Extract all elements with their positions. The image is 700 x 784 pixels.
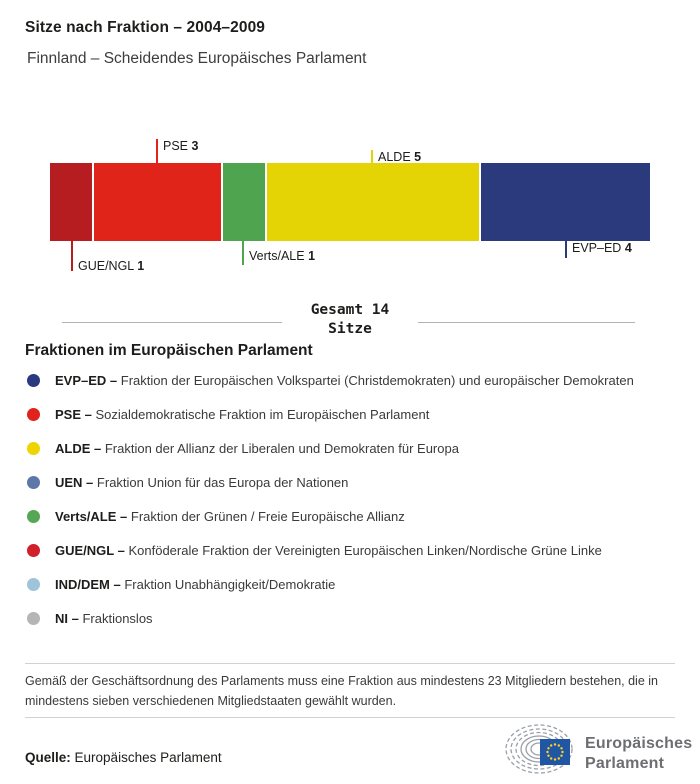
- legend-label: PSE –: [55, 406, 92, 422]
- logo-text-line2: Parlament: [585, 755, 665, 772]
- evp-ed-color-dot-icon: [27, 374, 40, 387]
- gue-ngl-name: GUE/NGL: [78, 259, 134, 273]
- legend-label: EVP–ED –: [55, 372, 118, 388]
- total-divider-right: [418, 322, 635, 323]
- seat-bar: [50, 163, 650, 241]
- source-line: [25, 750, 222, 765]
- legend-label: NI –: [55, 610, 79, 626]
- legend-desc: Fraktionslos: [82, 610, 153, 626]
- legend-desc: Fraktion Union für das Europa der Nationen: [96, 474, 349, 490]
- pse-seats: 3: [191, 139, 199, 153]
- evp-ed-name: EVP–ED: [572, 241, 622, 255]
- verts-ale-name: Verts/ALE: [249, 249, 305, 263]
- alde-color-dot-icon: [27, 442, 40, 455]
- footnote-divider-top: [25, 663, 675, 664]
- legend-label: IND/DEM –: [55, 576, 121, 592]
- uen-color-dot-icon: [27, 476, 40, 489]
- pse-name: PSE: [163, 139, 189, 153]
- ni-color-dot-icon: [27, 612, 40, 625]
- legend-desc: Konföderale Fraktion der Vereinigten Europäischen Linken/Nordische Grüne Linke: [128, 542, 602, 558]
- legend-label: GUE/NGL –: [55, 542, 125, 558]
- legend-item-gue-ngl: [25, 543, 685, 557]
- legend-item-ni: [25, 611, 685, 625]
- european-parliament-hemicycle-icon: [502, 722, 582, 780]
- pse-color-dot-icon: [27, 408, 40, 421]
- alde-tick-line: [371, 150, 373, 164]
- footnote-text: Gemäß der Geschäftsordnung des Parlaments muss eine Fraktion aus mindestens 23 Mitgliedern bestehen, die in mindestens sieben verschiedenen Mitgliedstaaten gewählt wurden.: [25, 674, 658, 708]
- evp-ed-tick-line: [565, 241, 567, 258]
- legend-desc: Sozialdemokratische Fraktion im Europäischen Parlament: [95, 406, 430, 422]
- verts-ale-seats: 1: [308, 249, 316, 263]
- source-text: Europäisches Parlament: [74, 750, 222, 765]
- bar-segment-evp-ed: [481, 163, 650, 241]
- logo-text-line1: Europäisches: [585, 735, 693, 752]
- alde-seats: 5: [414, 150, 422, 164]
- gue-ngl-seats: 1: [137, 259, 145, 273]
- footnote-divider-bottom: [25, 717, 675, 718]
- gue-ngl-tick-line: [71, 241, 73, 271]
- european-parliament-logo-text: [585, 734, 692, 774]
- legend-heading: Fraktionen im Europäischen Parlament: [25, 342, 313, 359]
- verts-ale-label: [249, 249, 315, 263]
- page-title: Sitze nach Fraktion – 2004–2009: [25, 19, 266, 36]
- total-seats-line2: Sitze: [328, 321, 372, 337]
- bar-segment-alde: [267, 163, 478, 241]
- bar-segment-verts-ale: [223, 163, 265, 241]
- legend-item-alde: [25, 441, 685, 455]
- legend-item-ind-dem: [25, 577, 685, 591]
- legend-label: Verts/ALE –: [55, 508, 128, 524]
- bar-segment-gue-ngl: [50, 163, 92, 241]
- verts-ale-color-dot-icon: [27, 510, 40, 523]
- evp-ed-label: [572, 241, 632, 255]
- page-subtitle: Finnland – Scheidendes Europäisches Parlament: [27, 50, 367, 67]
- total-seats-line1: Gesamt 14: [310, 302, 390, 318]
- legend: [25, 373, 685, 645]
- legend-item-uen: [25, 475, 685, 489]
- gue-ngl-label: [78, 259, 144, 273]
- alde-label: [378, 150, 421, 164]
- pse-tick-line: [156, 139, 158, 163]
- legend-desc: Fraktion der Grünen / Freie Europäische Allianz: [130, 508, 405, 524]
- alde-name: ALDE: [378, 150, 411, 164]
- legend-desc: Fraktion Unabhängigkeit/Demokratie: [124, 576, 336, 592]
- bar-segment-pse: [94, 163, 221, 241]
- gue-ngl-color-dot-icon: [27, 544, 40, 557]
- legend-label: UEN –: [55, 474, 94, 490]
- ind-dem-color-dot-icon: [27, 578, 40, 591]
- eu-flag-icon: [540, 739, 570, 765]
- total-divider-left: [62, 322, 282, 323]
- legend-desc: Fraktion der Allianz der Liberalen und Demokraten für Europa: [104, 440, 459, 456]
- evp-ed-seats: 4: [624, 241, 632, 255]
- legend-item-verts-ale: [25, 509, 685, 523]
- legend-label: ALDE –: [55, 440, 102, 456]
- pse-label: [163, 139, 198, 153]
- source-label: Quelle:: [25, 750, 71, 765]
- verts-ale-tick-line: [242, 241, 244, 265]
- total-seats-label: [283, 301, 417, 339]
- legend-item-evp-ed: [25, 373, 685, 387]
- legend-desc: Fraktion der Europäischen Volkspartei (Christdemokraten) und europäischer Demokraten: [120, 372, 634, 388]
- legend-item-pse: [25, 407, 685, 421]
